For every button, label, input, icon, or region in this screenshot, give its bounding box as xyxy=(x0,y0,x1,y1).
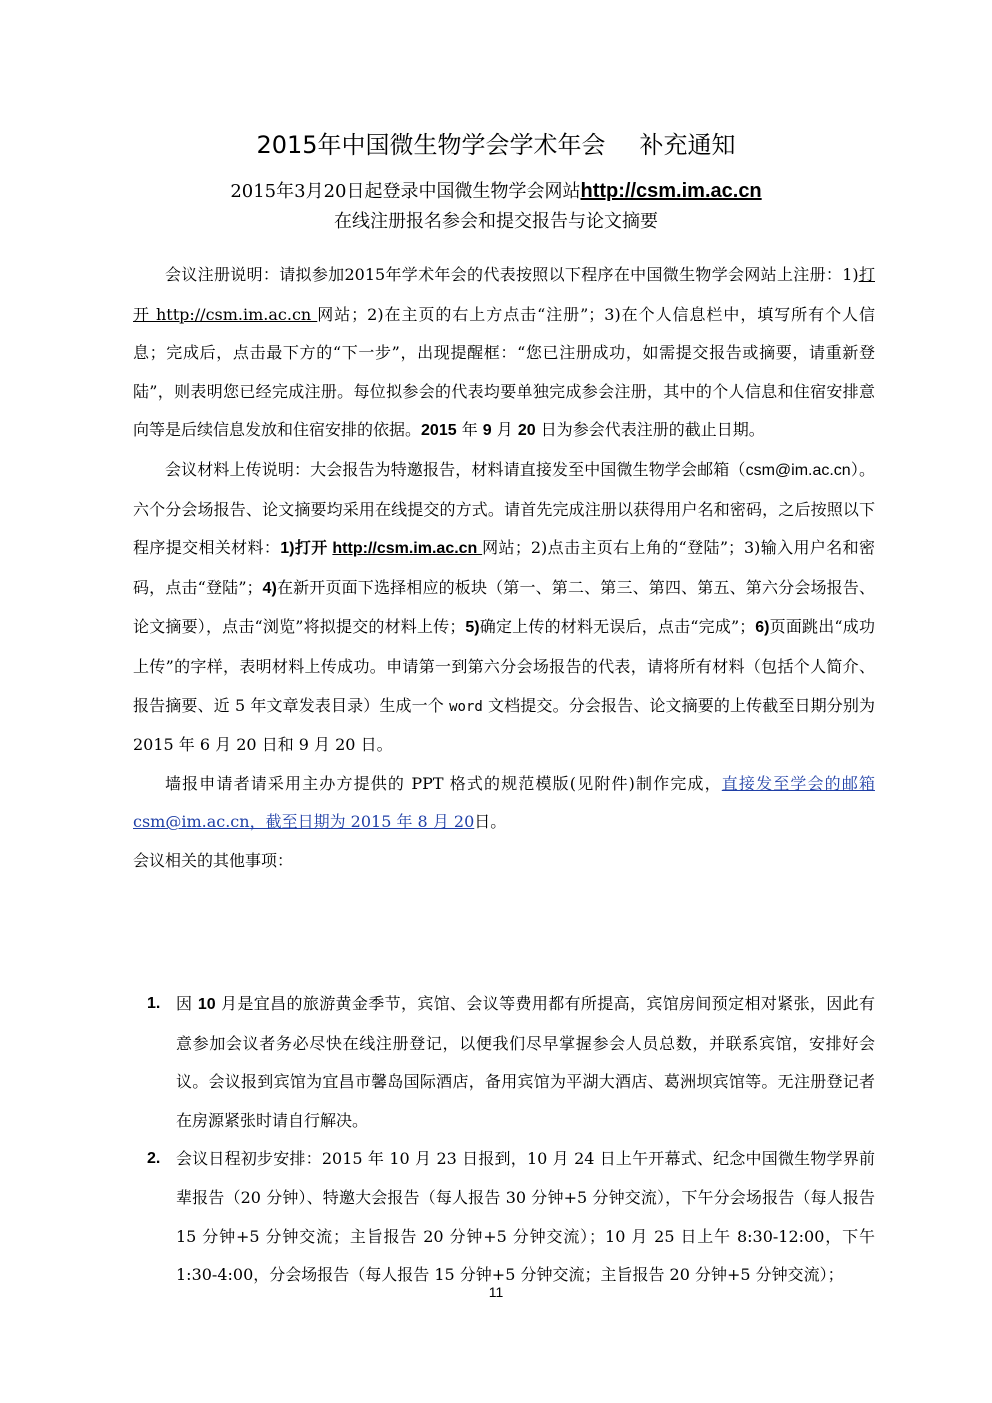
poster-email-link[interactable]: 直接发至学会的邮箱 csm@im.ac.cn，截至日期为 2015 年 8 月 20 xyxy=(133,773,875,832)
subtitle-line-1 xyxy=(0,177,992,206)
upload-label: 会议材料上传说明： xyxy=(165,461,311,479)
poster-paragraph: 墙报申请者请采用主办方提供的 PPT 格式的规范模版(见附件)制作完成，直接发至学会的邮箱 csm@im.ac.cn，截至日期为 2015 年 8 月 20日。 xyxy=(133,773,875,832)
page-title xyxy=(0,128,992,162)
other-matters-heading: 会议相关的其他事项： xyxy=(133,850,294,870)
subtitle-text: 2015年3月20日起登录中国微生物学会网站 xyxy=(230,181,581,202)
registration-paragraph: 会议注册说明：请拟参加2015年学术年会的代表按照以下程序在中国微生物学会网站上注册：1)打开 http://csm.im.ac.cn 网站；2)在主页的右上方点击“注册”；3)在个人信息栏中，填写所有个人信息；完成后，点击最下方的“下一步”，出现提醒框：“您已注册成功，如需提交报告或摘要，请重新登陆”，则表明您已经完成注册。每位拟参会的代表均要单独完成参会注册，其中的个人信息和住宿安排意向等是后续信息发放和住宿安排的依据。2015 年 9 月 20 日为参会代表注册的截止日期。 xyxy=(133,265,875,440)
email-text: csm@im.ac.cn xyxy=(745,461,851,479)
list-item-number: 1. xyxy=(147,995,161,1012)
subtitle-line-2: 在线注册报名参会和提交报告与论文摘要 xyxy=(334,211,658,232)
page-number: 11 xyxy=(488,1284,504,1300)
list-item: 1. 因 10 月是宜昌的旅游黄金季节，宾馆、会议等费用都有所提高，宾馆房间预定相对紧张，因此有意参加会议者务必尽快在线注册登记，以便我们尽早掌握参会人员总数，并联系宾馆，安排好会议。会议报到宾馆为宜昌市馨岛国际酒店，备用宾馆为平湖大酒店、葛洲坝宾馆等。无注册登记者在房源紧张时请自行解决。 xyxy=(133,985,875,1140)
list-item: 2. 会议日程初步安排：2015 年 10 月 23 日报到，10 月 24 日上午开幕式、纪念中国微生物学界前辈报告（20 分钟）、特邀大会报告（每人报告 30 分钟+5 分钟交流），下午分会场报告（每人报告 15 分钟+5 分钟交流；主旨报告 20 分钟+5 分钟交流）；10 月 25 日上午 8:30-12:00，下午 1:30-4:00，分会场报告（每人报告 15 分钟+5 分钟交流；主旨报告 20 分钟+5 分钟交流）； xyxy=(133,1140,875,1294)
list-item-number: 2. xyxy=(147,1150,161,1168)
registration-url-link[interactable]: 打开 http://csm.im.ac.cn xyxy=(133,265,875,324)
upload-paragraph: 会议材料上传说明：大会报告为特邀报告，材料请直接发至中国微生物学会邮箱（csm@im.ac.cn）。六个分会场报告、论文摘要均采用在线提交的方式。请首先完成注册以获得用户名和密码，之后按照以下程序提交相关材料：1)打开 http://csm.im.ac.cn 网站；2)点击主页右上角的“登陆”；3)输入用户名和密码，点击“登陆”；4)在新开页面下选择相应的板块（第一、第二、第三、第四、第五、第六分会场报告、论文摘要），点击“浏览”将拟提交的材料上传；5)确定上传的材料无误后，点击“完成”；6)页面跳出“成功上传”的字样，表明材料上传成功。申请第一到第六分会场报告的代表，请将所有材料（包括个人简介、报告摘要、近 5 年文章发表目录）生成一个 word 文档提交。分会报告、论文摘要的上传截至日期分别为 2015 年 6 月 20 日和 9 月 20 日。 xyxy=(133,459,875,755)
document-body xyxy=(133,256,875,881)
other-matters-list xyxy=(133,985,875,1295)
title-suffix: 补充通知 xyxy=(639,131,736,159)
website-link[interactable]: http://csm.im.ac.cn xyxy=(580,180,762,202)
title-main: 2015年中国微生物学会学术年会 xyxy=(256,131,606,159)
registration-label: 会议注册说明： xyxy=(165,267,280,284)
upload-url-link[interactable]: http://csm.im.ac.cn xyxy=(332,540,483,558)
